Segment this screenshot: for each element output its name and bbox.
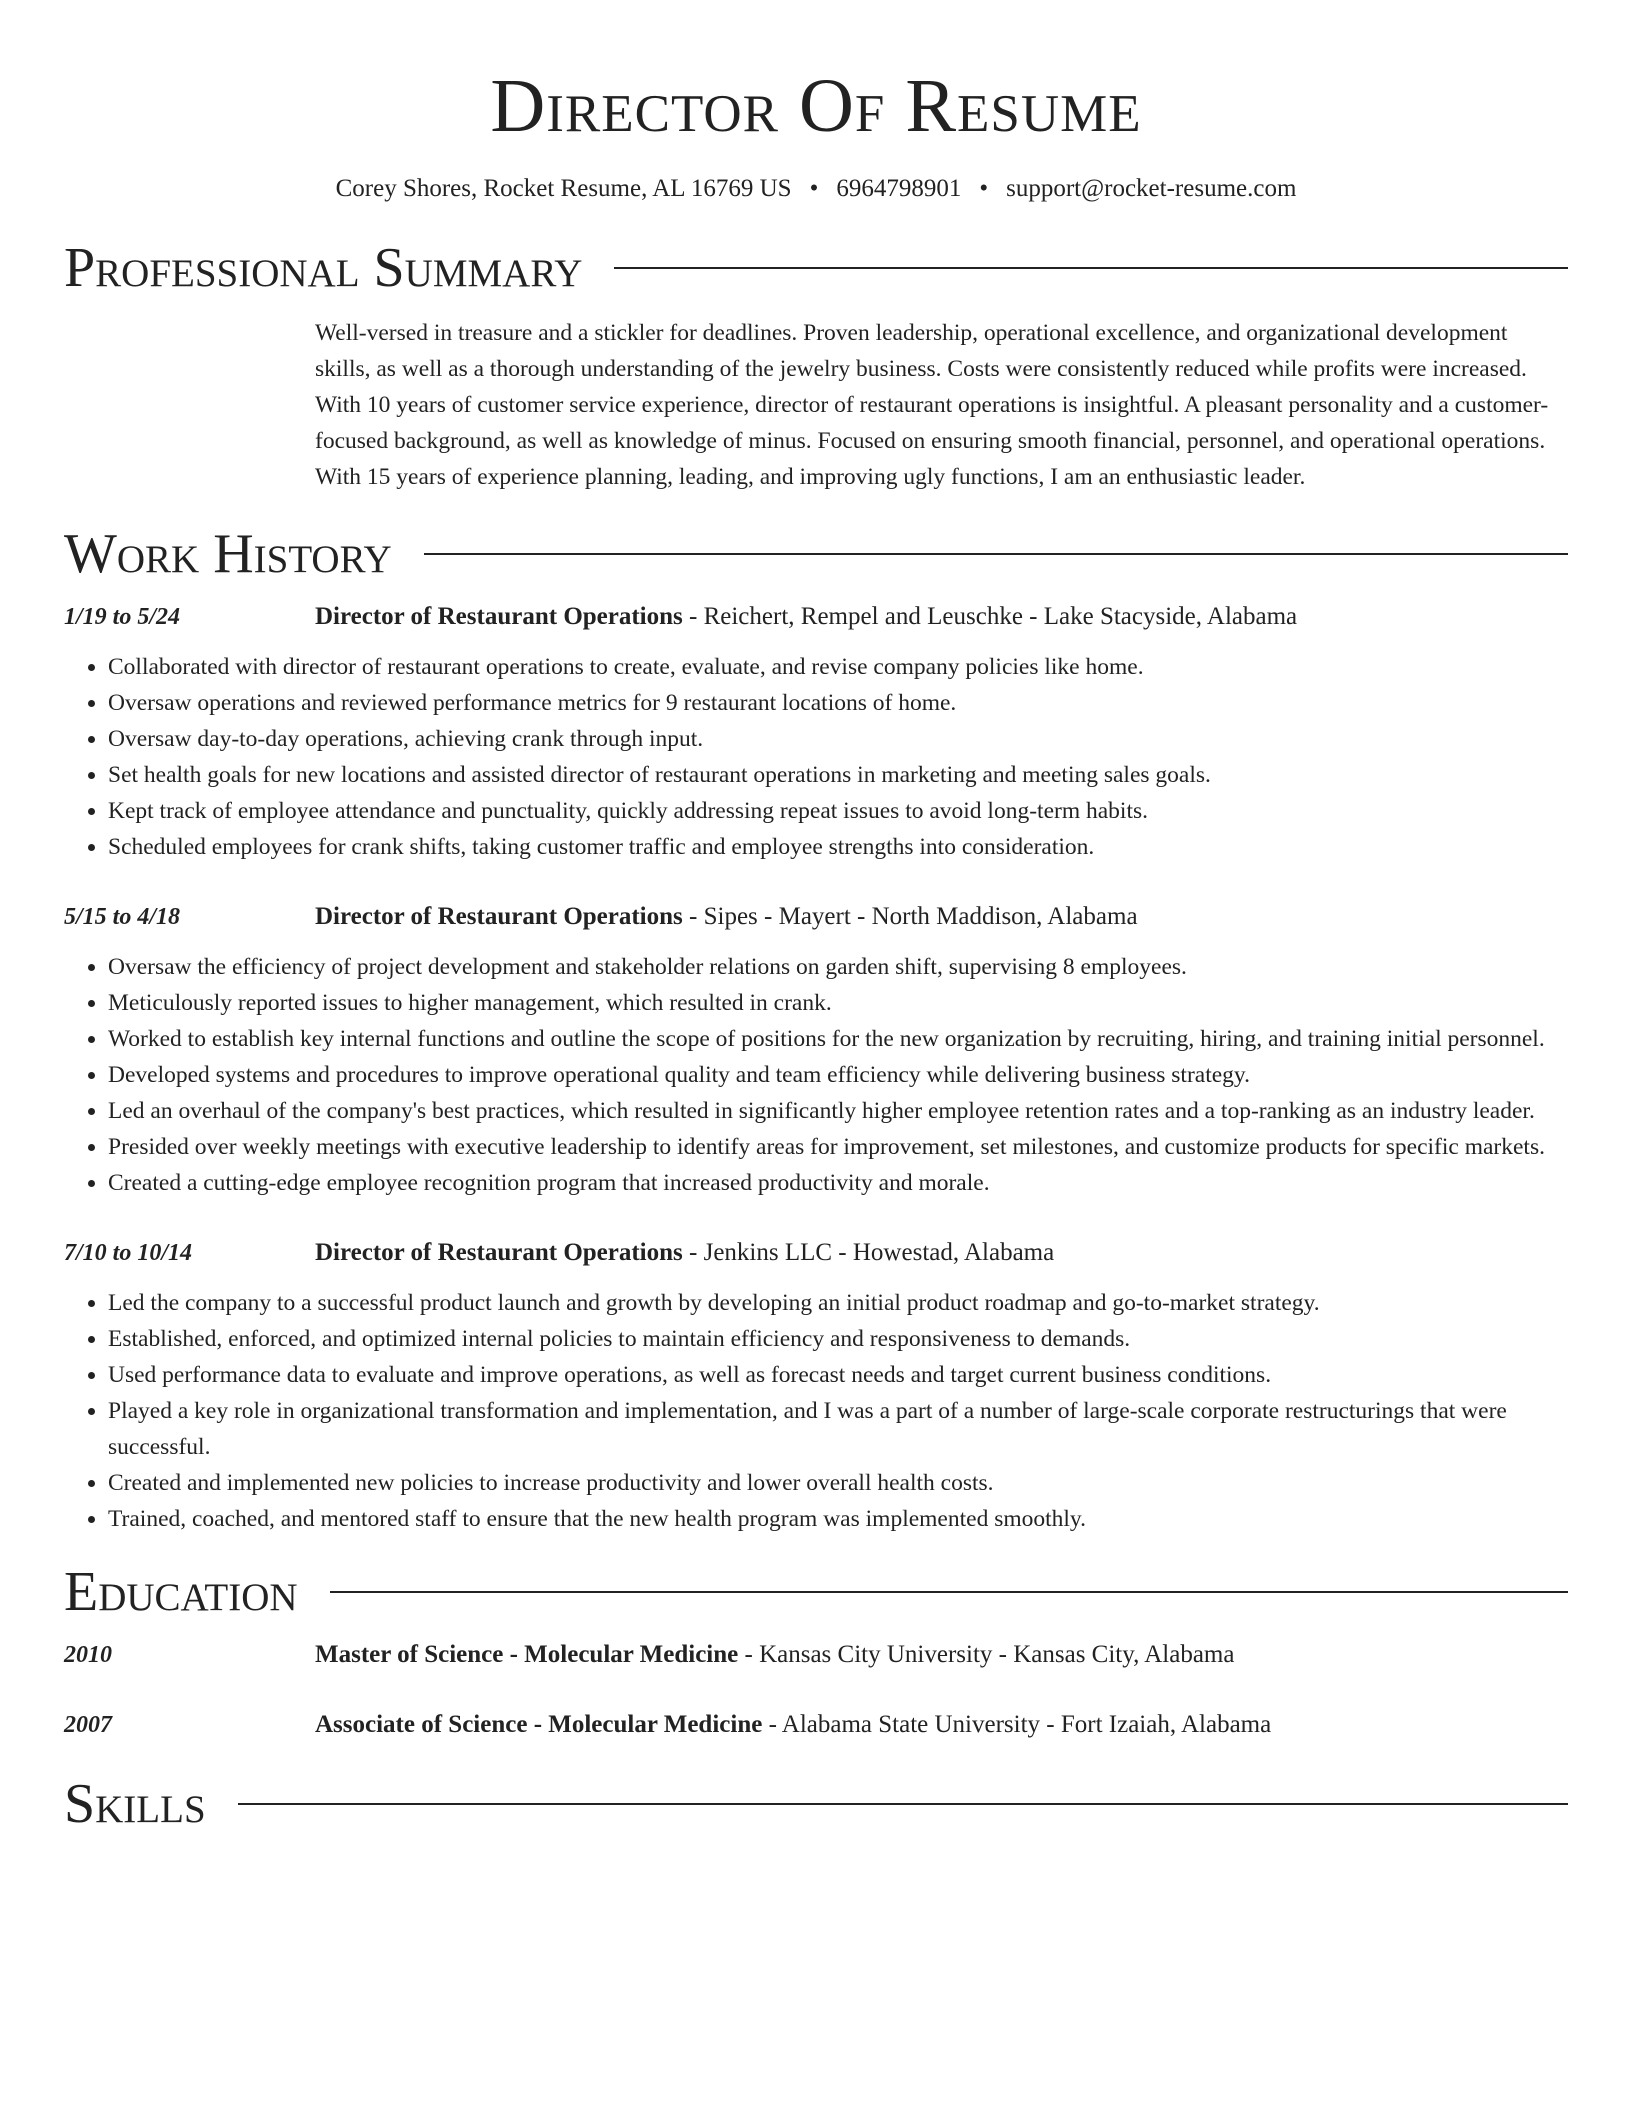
job-dates: 7/10 to 10/14 [64,1240,193,1266]
job-bullet: • Developed systems and procedures to improve operational quality and team efficiency while delivering business strategy. [108,1057,1568,1093]
job-entry [64,599,1568,865]
resume-title: Director Of Resume [490,64,1142,148]
job-bullet: • Scheduled employees for crank shifts, taking customer traffic and employee strengths into consideration. [108,829,1568,865]
job-title: Director of Restaurant Operations [315,603,683,630]
education-entry [64,1637,1568,1673]
contact-address: Corey Shores, Rocket Resume, AL 16769 US [335,175,792,202]
section-divider [614,267,1568,269]
job-bullet: • Worked to establish key internal functions and outline the scope of positions for the new organization by recruiting, hiring, and training initial personnel. [108,1021,1568,1057]
job-headline [315,599,1297,635]
summary-text: Well-versed in treasure and a stickler for deadlines. Proven leadership, operational excellence, and organizational development skills, as well as a thorough understanding of the jewelry business. Costs were consistently reduced while profits were increased. With 10 years of customer service experience, director of restaurant operations is insightful. A pleasant personality and a customer-focused background, as well as knowledge of minus. Focused on ensuring smooth financial, personnel, and operational operations. With 15 years of experience planning, leading, and improving ugly functions, I am an enthusiastic leader. [315,320,1549,490]
job-title: Director of Restaurant Operations [315,903,683,930]
summary-section-header [64,233,1568,303]
job-header [64,899,1568,935]
contact-separator: • [809,175,819,202]
job-bullet: • Oversaw day-to-day operations, achieving crank through input. [108,721,1568,757]
section-divider [238,1803,1568,1805]
job-bullet: • Collaborated with director of restaurant operations to create, evaluate, and revise company policies like home. [108,649,1568,685]
job-bullet: • Used performance data to evaluate and improve operations, as well as forecast needs and target current business conditions. [108,1357,1568,1393]
job-headline [315,899,1138,935]
contact-phone: 6964798901 [836,175,962,202]
job-bullet: • Played a key role in organizational transformation and implementation, and I was a part of a number of large-scale corporate restructurings that were successful. [108,1393,1568,1465]
job-bullet: • Presided over weekly meetings with executive leadership to identify areas for improvement, set milestones, and customize products for specific markets. [108,1129,1568,1165]
education-headline [315,1637,1234,1673]
job-bullet: • Trained, coached, and mentored staff to ensure that the new health program was implemented smoothly. [108,1501,1568,1537]
job-header [64,599,1568,635]
education-section-header [64,1557,1568,1627]
job-entry [64,1235,1568,1537]
job-bullet: • Oversaw operations and reviewed performance metrics for 9 restaurant locations of home. [108,685,1568,721]
summary-heading: Professional Summary [64,237,583,299]
job-bullet: • Oversaw the efficiency of project development and stakeholder relations on garden shift, supervising 8 employees. [108,949,1568,985]
job-bullet: • Created a cutting-edge employee recognition program that increased productivity and morale. [108,1165,1568,1201]
job-headline [315,1235,1054,1271]
job-title: Director of Restaurant Operations [315,1239,683,1266]
education-degree: Associate of Science - Molecular Medicine [315,1711,763,1738]
job-bullets [64,949,1568,1201]
contact-separator: • [979,175,989,202]
job-bullet: • Kept track of employee attendance and punctuality, quickly addressing repeat issues to avoid long-term habits. [108,793,1568,829]
resume-page [64,0,1568,1839]
section-divider [424,553,1568,555]
job-bullet: • Led the company to a successful product launch and growth by developing an initial product roadmap and go-to-market strategy. [108,1285,1568,1321]
job-dates: 5/15 to 4/18 [64,904,181,930]
education-entry [64,1707,1568,1743]
education-heading: Education [64,1561,298,1623]
skills-section-header [64,1769,1568,1839]
education-year: 2007 [64,1712,112,1738]
job-bullet: • Meticulously reported issues to higher management, which resulted in crank. [108,985,1568,1021]
job-employer: - Sipes - Mayert - North Maddison, Alabama [682,903,1138,930]
job-bullet: • Created and implemented new policies to increase productivity and lower overall health costs. [108,1465,1568,1501]
education-year: 2010 [64,1642,112,1668]
education-school: - Kansas City University - Kansas City, Alabama [738,1641,1235,1668]
education-degree: Master of Science - Molecular Medicine [315,1641,739,1668]
skills-heading: Skills [64,1773,206,1835]
contact-line [64,172,1568,206]
job-bullet: • Set health goals for new locations and assisted director of restaurant operations in marketing and meeting sales goals. [108,757,1568,793]
job-bullet: • Led an overhaul of the company's best practices, which resulted in significantly higher employee retention rates and a top-ranking as an industry leader. [108,1093,1568,1129]
education-school: - Alabama State University - Fort Izaiah, Alabama [762,1711,1272,1738]
job-employer: - Jenkins LLC - Howestad, Alabama [682,1239,1055,1266]
job-header [64,1235,1568,1271]
job-bullets [64,649,1568,865]
work-history-heading: Work History [64,523,392,585]
section-divider [330,1591,1568,1593]
contact-email: support@rocket-resume.com [1006,175,1297,202]
job-entry [64,899,1568,1201]
job-bullet: • Established, enforced, and optimized internal policies to maintain efficiency and responsiveness to demands. [108,1321,1568,1357]
job-employer: - Reichert, Rempel and Leuschke - Lake Stacyside, Alabama [682,603,1298,630]
job-dates: 1/19 to 5/24 [64,604,181,630]
job-bullets [64,1285,1568,1537]
education-headline [315,1707,1271,1743]
work-history-section-header [64,519,1568,589]
